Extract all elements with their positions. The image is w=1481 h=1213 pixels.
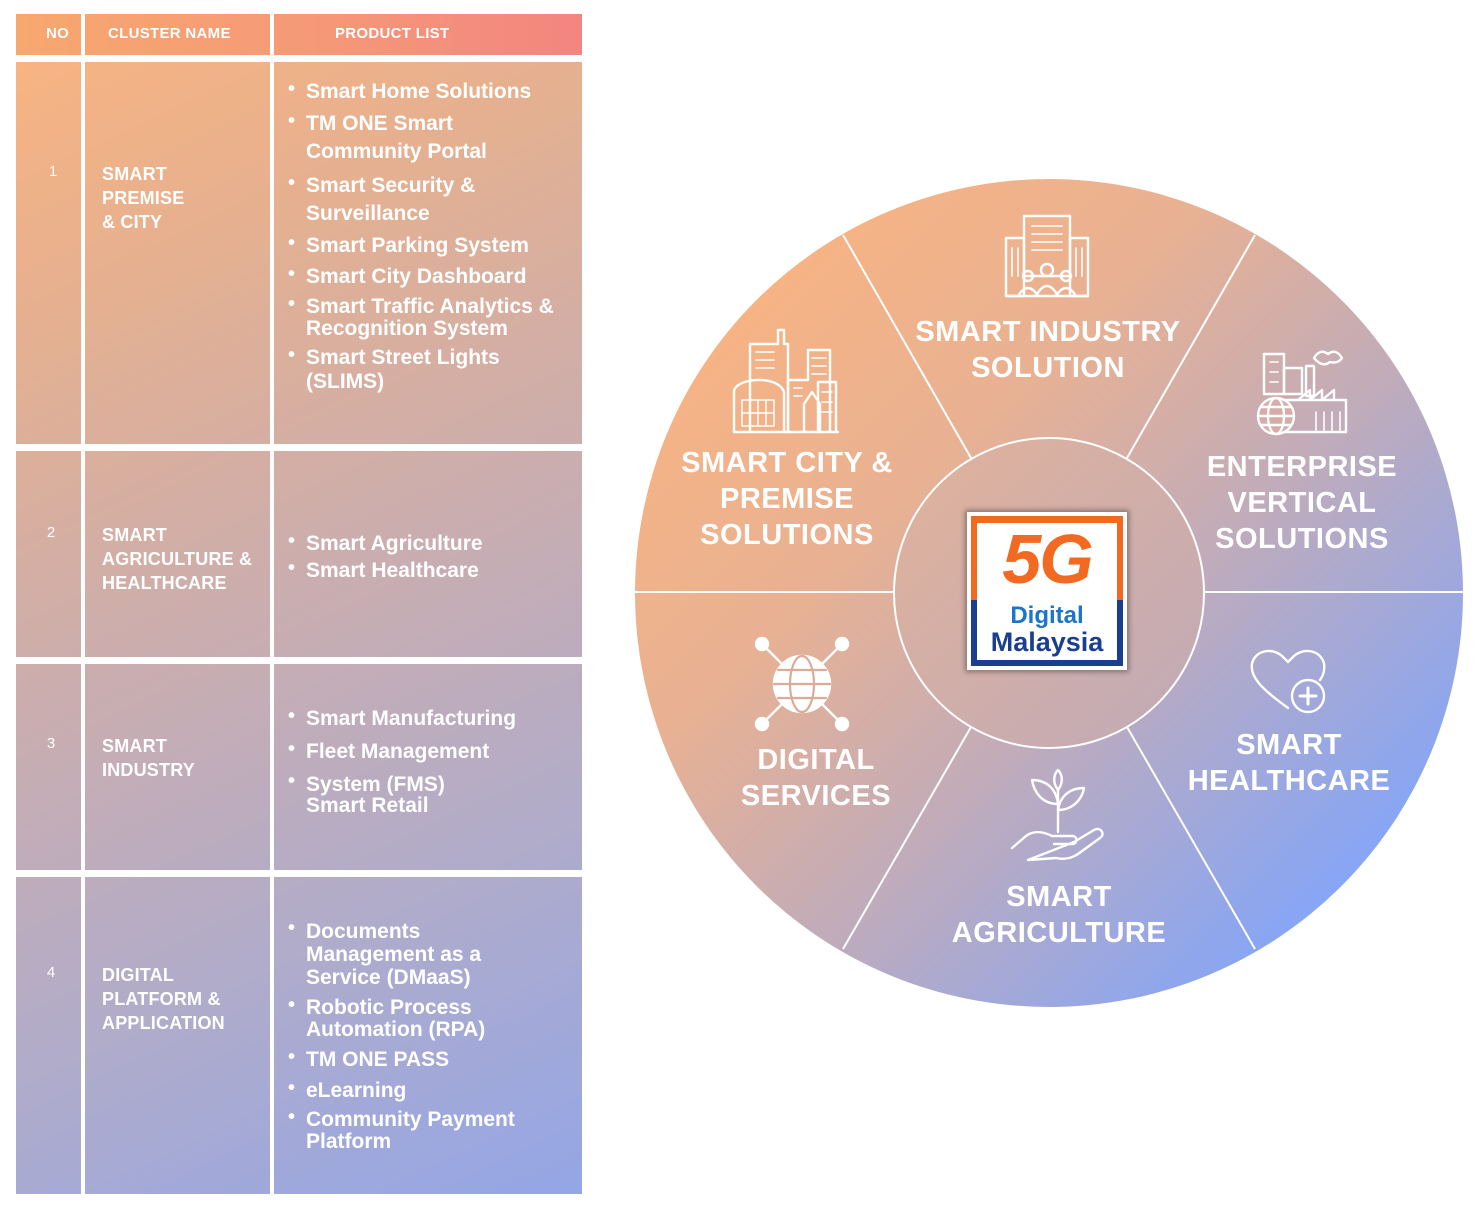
- logo-malaysia-text: Malaysia: [990, 627, 1104, 657]
- column-divider: [81, 14, 85, 1194]
- product-item: • Smart Traffic Analytics & Recognition System: [288, 296, 573, 340]
- row-number: 3: [46, 735, 56, 752]
- product-item: • Smart City Dashboard: [288, 265, 573, 289]
- product-item: • Robotic Process Automation (RPA): [288, 997, 526, 1041]
- segment-label-smart-agriculture: SMART AGRICULTURE: [951, 881, 1167, 949]
- product-item: • Smart Healthcare: [288, 559, 573, 583]
- row-divider: [16, 870, 582, 877]
- cluster-name: SMART PREMISE & CITY: [102, 164, 185, 232]
- row-number: 1: [48, 163, 58, 180]
- column-divider: [270, 14, 274, 1194]
- product-list: [288, 707, 573, 816]
- product-item: • eLearning: [288, 1079, 573, 1103]
- logo-5g-text: 5G: [1002, 520, 1092, 598]
- product-item: • Smart Agriculture: [288, 532, 573, 556]
- segment-label-smart-city: SMART CITY & PREMISE SOLUTIONS: [681, 447, 893, 551]
- cluster-table: [0, 0, 600, 1213]
- cluster-name: SMART AGRICULTURE & HEALTHCARE: [102, 525, 253, 593]
- product-item: • Smart Home Solutions: [288, 80, 573, 104]
- product-item: • Documents Management as a Service (DMaaS): [288, 920, 526, 989]
- header-product-list: PRODUCT LIST: [335, 25, 450, 42]
- product-list: [288, 80, 573, 394]
- row-number: 4: [46, 964, 56, 981]
- segment-label-smart-healthcare: SMART HEALTHCARE: [1187, 729, 1391, 797]
- product-list: [288, 532, 573, 583]
- product-item: • TM ONE Smart Community Portal: [288, 110, 573, 166]
- segment-label-smart-industry: SMART INDUSTRY SOLUTION: [915, 316, 1181, 384]
- table-header-bar: [16, 14, 582, 55]
- cluster-name: SMART INDUSTRY: [102, 736, 195, 780]
- product-item: • System (FMS) Smart Retail: [288, 774, 506, 816]
- logo-digital-text: Digital: [1010, 602, 1084, 629]
- product-item: • Smart Manufacturing: [288, 707, 573, 731]
- product-item: • Smart Parking System: [288, 234, 573, 258]
- header-cluster-name: CLUSTER NAME: [108, 25, 231, 42]
- product-list: [288, 920, 573, 1153]
- product-item: • Fleet Management: [288, 740, 573, 764]
- cluster-name: DIGITAL PLATFORM & APPLICATION: [102, 965, 225, 1033]
- row-divider: [16, 444, 582, 451]
- header-no: NO: [46, 25, 70, 42]
- segment-label-digital-services: DIGITAL SERVICES: [740, 744, 892, 812]
- product-item: • Community Payment Platform: [288, 1109, 573, 1153]
- product-item: • TM ONE PASS: [288, 1048, 573, 1072]
- row-divider: [16, 657, 582, 664]
- product-item: • Smart Security & Surveillance: [288, 172, 573, 228]
- 5g-digital-malaysia-logo: [967, 512, 1127, 670]
- segment-label-enterprise: ENTERPRISE VERTICAL SOLUTIONS: [1206, 451, 1398, 555]
- row-number: 2: [46, 524, 56, 541]
- row-divider: [16, 55, 582, 62]
- product-item: • Smart Street Lights (SLIMS): [288, 346, 573, 394]
